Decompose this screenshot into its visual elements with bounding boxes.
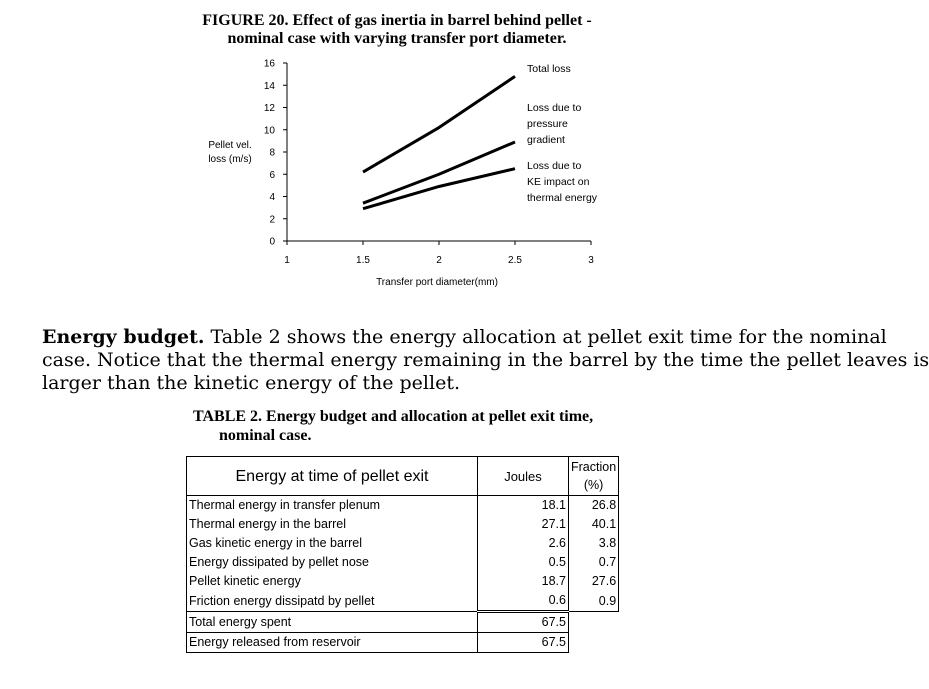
row-label: Pellet kinetic energy [187, 572, 478, 591]
row-joules: 0.6 [478, 591, 569, 612]
x-tick-label: 3 [588, 255, 594, 266]
table-row [187, 534, 619, 553]
y-tick-label: 10 [263, 125, 275, 137]
series-line-1 [363, 76, 515, 172]
series-label-1: Total loss [527, 63, 571, 75]
total-joules: 67.5 [478, 633, 569, 653]
row-fraction: 0.9 [569, 591, 619, 612]
x-tick-label: 2.5 [508, 255, 522, 266]
row-fraction: 40.1 [569, 515, 619, 534]
series-label-3: thermal energy [527, 192, 598, 204]
paragraph-line1: Table 2 shows the energy allocation at pellet exit time for the nominal [204, 326, 887, 348]
paragraph-line3: larger than the kinetic energy of the pellet. [42, 372, 460, 394]
row-joules: 0.5 [478, 553, 569, 572]
table-row [187, 572, 619, 591]
table-header-row [187, 457, 619, 496]
line-chart [0, 0, 754, 300]
y-tick-label: 12 [263, 103, 275, 114]
row-label: Thermal energy in transfer plenum [187, 496, 478, 516]
series-label-2: gradient [527, 134, 565, 146]
chart-axes [283, 63, 591, 245]
row-fraction: 27.6 [569, 572, 619, 591]
y-tick-label: 4 [269, 192, 275, 203]
row-fraction: 26.8 [569, 496, 619, 516]
series-label-3: Loss due to [527, 160, 582, 172]
total-fraction-empty [569, 612, 619, 633]
y-axis-label-line2: loss (m/s) [208, 154, 252, 165]
header-fraction-line2: (%) [583, 478, 604, 492]
y-tick-label: 16 [263, 58, 275, 70]
x-axis-label: Transfer port diameter(mm) [376, 277, 498, 288]
table-caption [193, 407, 663, 445]
table-row [187, 496, 619, 516]
energy-budget-table [186, 456, 619, 653]
x-tick-label: 2 [436, 255, 442, 266]
chart-series [363, 76, 515, 208]
row-joules: 27.1 [478, 515, 569, 534]
header-energy-label: Energy at time of pellet exit [187, 457, 478, 496]
chart-series-labels [527, 63, 598, 204]
total-label: Energy released from reservoir [187, 633, 478, 653]
series-label-2: pressure [527, 118, 568, 130]
row-label: Friction energy dissipatd by pellet [187, 591, 478, 612]
table-row [187, 515, 619, 534]
row-fraction: 3.8 [569, 534, 619, 553]
row-fraction: 0.7 [569, 553, 619, 572]
x-tick-label: 1.5 [356, 255, 370, 266]
row-joules: 18.1 [478, 496, 569, 516]
table-caption-line1: TABLE 2. Energy budget and allocation at pellet exit time, [193, 408, 594, 425]
y-tick-label: 14 [263, 80, 275, 92]
total-label: Total energy spent [187, 612, 478, 633]
series-label-3: KE impact on [527, 176, 590, 188]
table-total-row [187, 633, 619, 653]
header-fraction-line1: Fraction [571, 460, 617, 474]
table-row [187, 553, 619, 572]
y-tick-label: 0 [269, 236, 275, 248]
header-joules: Joules [478, 457, 569, 496]
series-label-2: Loss due to [527, 102, 582, 114]
x-tick-label: 1 [284, 255, 290, 266]
energy-budget-paragraph [42, 326, 929, 395]
paragraph-lead: Energy budget. [42, 326, 205, 348]
header-fraction [569, 457, 619, 496]
row-label: Energy dissipated by pellet nose [187, 553, 478, 572]
table-row [187, 591, 619, 612]
figure-caption-line2: nominal case with varying transfer port diameter. [227, 30, 567, 47]
table-caption-line2: nominal case. [219, 427, 312, 444]
total-joules: 67.5 [478, 612, 569, 633]
table-total-row [187, 612, 619, 633]
row-label: Gas kinetic energy in the barrel [187, 534, 478, 553]
y-tick-label: 6 [269, 169, 275, 181]
y-tick-label: 2 [269, 214, 275, 226]
paragraph-line2: case. Notice that the thermal energy remaining in the barrel by the time the pellet leaves is [42, 349, 929, 371]
y-tick-label: 8 [269, 147, 275, 159]
figure-caption-line1: FIGURE 20. Effect of gas inertia in barrel behind pellet - [202, 12, 592, 29]
y-axis-label-line1: Pellet vel. [208, 140, 252, 151]
row-label: Thermal energy in the barrel [187, 515, 478, 534]
row-joules: 18.7 [478, 572, 569, 591]
total-fraction-empty [569, 633, 619, 653]
row-joules: 2.6 [478, 534, 569, 553]
